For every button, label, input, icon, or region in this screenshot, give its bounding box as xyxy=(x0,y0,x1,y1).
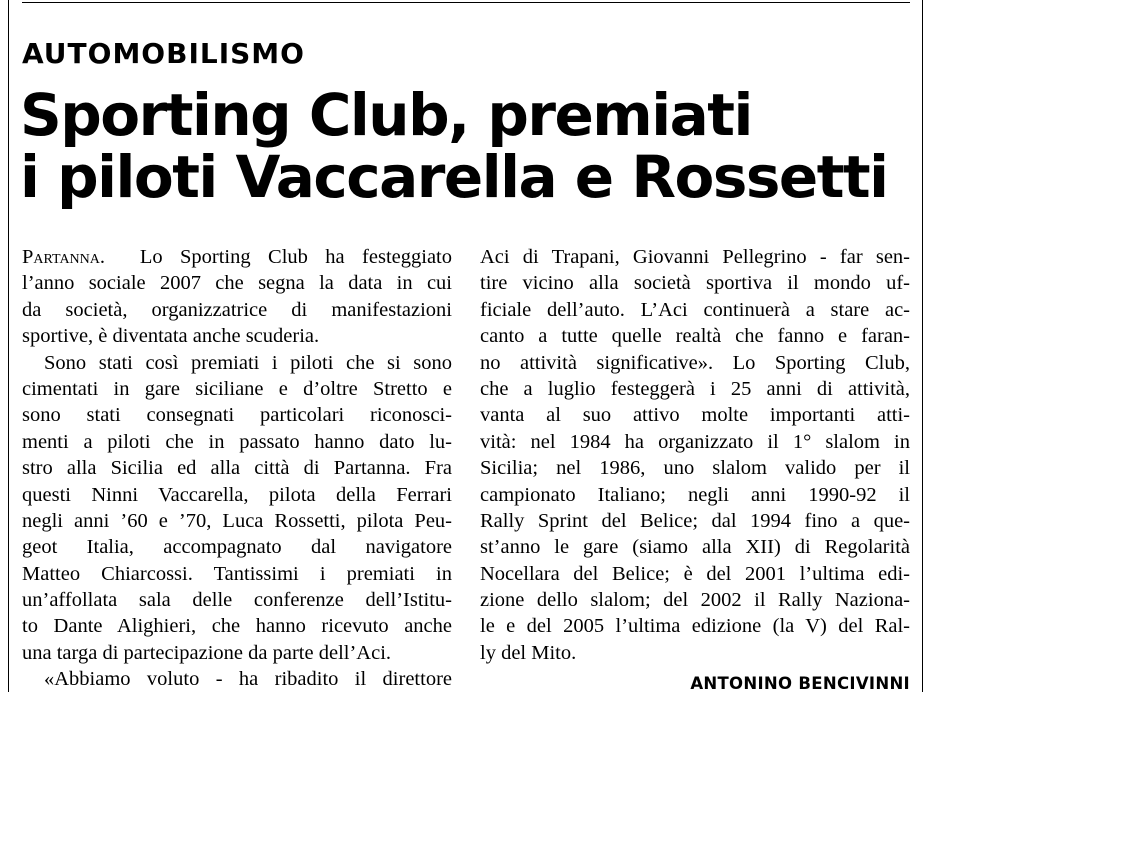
body-line: zione dello slalom; del 2002 il Rally Naziona- xyxy=(480,589,910,612)
body-line: una targa di partecipazione da parte dell’Aci. xyxy=(22,641,392,664)
body-line: vanta al suo attivo molte importanti atti- xyxy=(480,404,910,427)
body-line: Matteo Chiarcossi. Tantissimi i premiati in xyxy=(22,562,452,585)
body-line: Rally Sprint del Belice; dal 1994 fino a que- xyxy=(480,509,910,532)
body-line: tire vicino alla società sportiva il mondo uf- xyxy=(480,272,910,295)
body-line: un’affollata sala delle conferenze dell’Istitu- xyxy=(22,589,452,612)
top-rule xyxy=(22,2,910,3)
body-line: l’anno sociale 2007 che segna la data in cui xyxy=(22,272,452,295)
headline-line-1: Sporting Club, premiati xyxy=(20,81,752,149)
body-line: «Abbiamo voluto - ha ribadito il direttore xyxy=(44,668,452,691)
body-line: ly del Mito. xyxy=(480,641,577,664)
headline-line-2: i piloti Vaccarella e Rossetti xyxy=(20,143,888,211)
body-line: canto a tutte quelle realtà che fanno e faran- xyxy=(480,325,910,348)
byline: ANTONINO BENCIVINNI xyxy=(690,674,910,693)
body-line: to Dante Alighieri, che hanno ricevuto anche xyxy=(22,615,452,638)
body-line: Aci di Trapani, Giovanni Pellegrino - far sen- xyxy=(480,246,910,268)
body-line: menti a piloti che in passato hanno dato lu- xyxy=(22,430,452,453)
dateline: Partanna. xyxy=(22,246,106,268)
body-line: questi Ninni Vaccarella, pilota della Ferrari xyxy=(22,483,452,506)
body-line: negli anni ’60 e ’70, Luca Rossetti, pilota Peu- xyxy=(22,509,452,532)
body-line: campionato Italiano; negli anni 1990-92 il xyxy=(480,483,910,506)
body-line: le e del 2005 l’ultima edizione (la V) del Ral- xyxy=(480,615,910,638)
body-line: cimentati in gare siciliane e d’oltre Stretto e xyxy=(22,377,452,400)
headline xyxy=(20,81,910,211)
body-line: che a luglio festeggerà i 25 anni di attività, xyxy=(480,377,910,400)
body-line: no attività significative». Lo Sporting Club, xyxy=(480,351,910,374)
body-line: sportive, è diventata anche scuderia. xyxy=(22,325,320,348)
body-line: da società, organizzatrice di manifestazioni xyxy=(22,298,452,321)
body-line: geot Italia, accompagnato dal navigatore xyxy=(22,536,452,559)
body-line: sono stati consegnati particolari riconosci- xyxy=(22,404,452,427)
section-kicker: AUTOMOBILISMO xyxy=(22,37,305,70)
body-line: stro alla Sicilia ed alla città di Partanna. Fra xyxy=(22,457,452,480)
left-column xyxy=(22,244,452,693)
body-line: Sono stati così premiati i piloti che si sono xyxy=(44,351,452,374)
body-line: Sicilia; nel 1986, uno slalom valido per il xyxy=(480,457,910,480)
body-line: Nocellara del Belice; è del 2001 l’ultima edi- xyxy=(480,562,910,585)
body-line: ficiale dell’auto. L’Aci continuerà a stare ac- xyxy=(480,298,910,321)
body-line: vità: nel 1984 ha organizzato il 1° slalom in xyxy=(480,430,910,453)
right-column xyxy=(480,244,910,666)
body-line: Partanna. Lo Sporting Club ha festeggiato xyxy=(22,246,452,268)
body-line: st’anno le gare (siamo alla XII) di Regolarità xyxy=(480,536,910,559)
